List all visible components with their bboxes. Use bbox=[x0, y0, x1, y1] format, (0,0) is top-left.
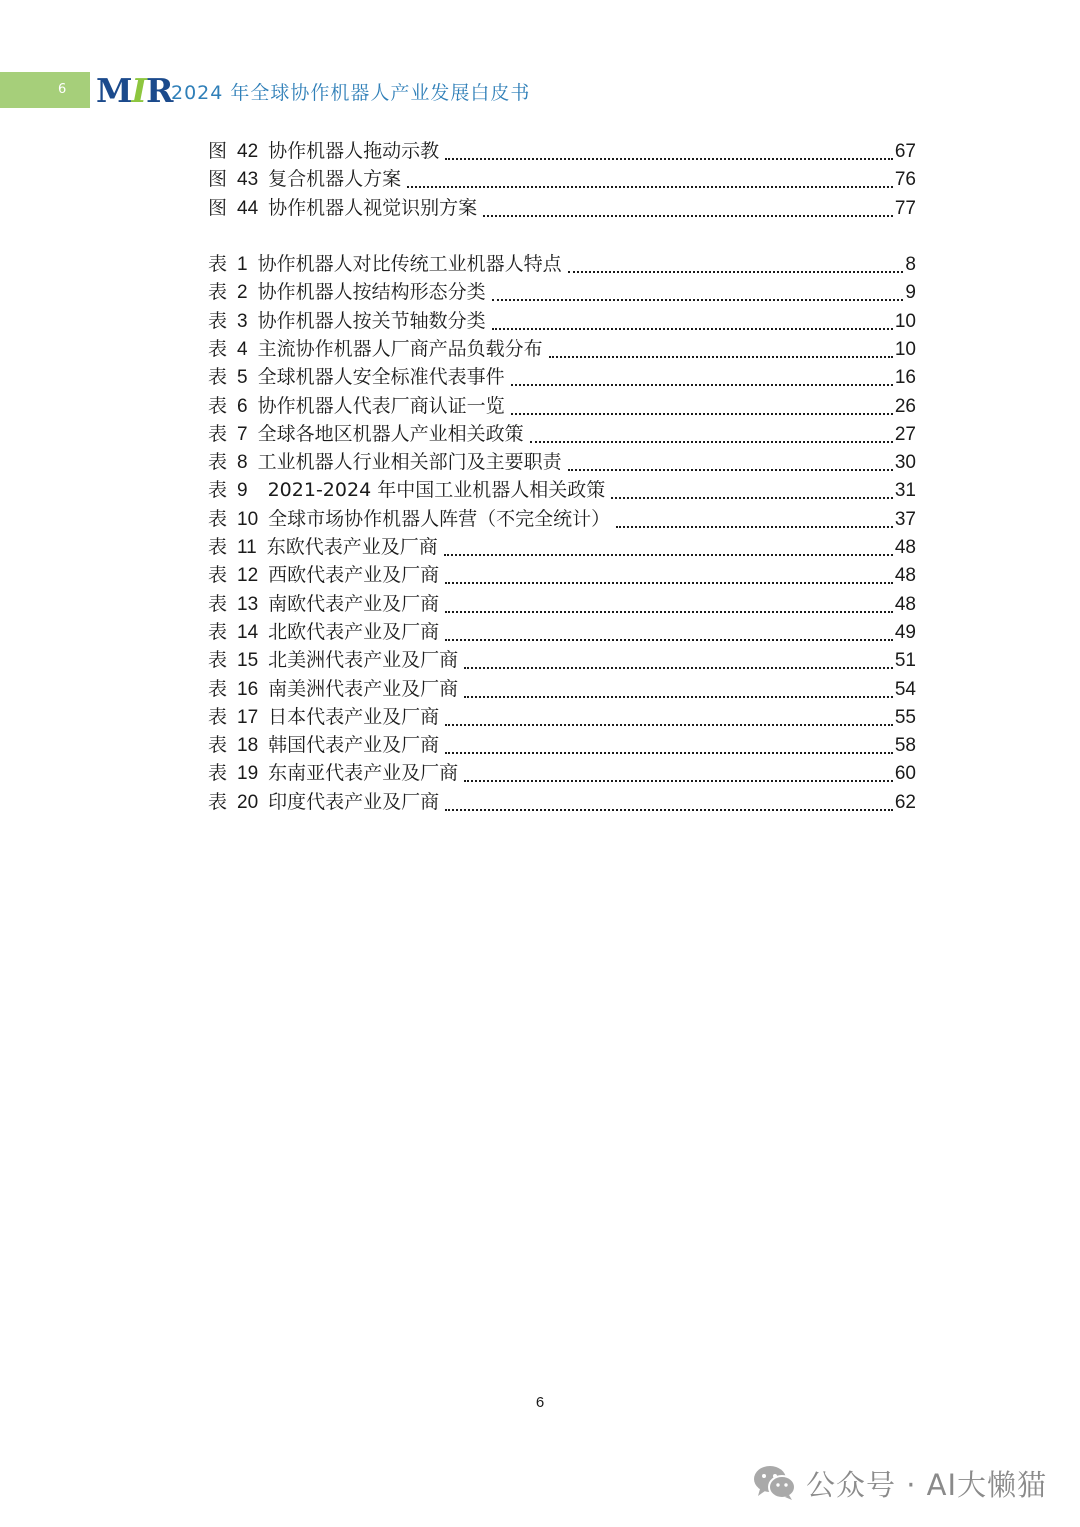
toc-entry-title: 2021-2024 年中国工业机器人相关政策 bbox=[267, 479, 606, 502]
toc-entry[interactable] bbox=[208, 505, 916, 533]
toc-entry-label bbox=[208, 421, 524, 448]
toc-entry-prefix: 表 bbox=[208, 592, 228, 615]
toc-entry-title: 北欧代表产业及厂商 bbox=[268, 620, 440, 643]
toc-entry-page: 8 bbox=[905, 254, 916, 275]
toc-entry-number: 5 bbox=[237, 367, 248, 389]
toc-entry-title: 协作机器人代表厂商认证一览 bbox=[257, 394, 505, 417]
toc-entry[interactable] bbox=[208, 194, 916, 222]
logo-letter-i: I bbox=[131, 71, 146, 110]
toc-entry-title: 工业机器人行业相关部门及主要职责 bbox=[257, 451, 562, 474]
toc-entry-number: 19 bbox=[237, 763, 259, 785]
logo-letter-r: R bbox=[145, 71, 173, 110]
toc-entry-prefix: 表 bbox=[208, 620, 228, 643]
logo-letter-m: M bbox=[96, 71, 132, 110]
toc-entry-title: 东南亚代表产业及厂商 bbox=[268, 762, 459, 785]
toc-entry-label bbox=[208, 591, 439, 618]
toc-entry-title: 协作机器人按结构形态分类 bbox=[257, 281, 486, 304]
toc-entry[interactable] bbox=[208, 731, 916, 759]
toc-entry-prefix: 表 bbox=[208, 479, 228, 502]
toc-dot-leader bbox=[464, 648, 893, 674]
toc-entry-page: 10 bbox=[894, 310, 916, 332]
toc-entry-title: 北美洲代表产业及厂商 bbox=[268, 649, 459, 672]
toc-entry-label bbox=[208, 166, 401, 193]
watermark bbox=[752, 1458, 1047, 1508]
toc-entry-prefix: 表 bbox=[208, 394, 228, 417]
toc-entry[interactable] bbox=[208, 703, 916, 731]
toc-entry-title: 全球市场协作机器人阵营（不完全统计） bbox=[268, 507, 611, 530]
toc-dot-leader bbox=[444, 535, 893, 561]
toc-entry-number: 2 bbox=[237, 282, 248, 304]
toc-entry-title: 全球各地区机器人产业相关政策 bbox=[257, 422, 524, 445]
toc-entry-number: 8 bbox=[237, 452, 248, 474]
page-header bbox=[0, 72, 1080, 110]
toc-entry-label bbox=[208, 279, 486, 306]
toc-entry-prefix: 表 bbox=[208, 422, 228, 445]
toc-entry-page: 27 bbox=[894, 423, 916, 445]
toc-entry-label bbox=[208, 336, 543, 363]
toc-dot-leader bbox=[483, 196, 893, 222]
toc-entry-number: 9 bbox=[237, 480, 248, 502]
toc-entry-page: 48 bbox=[894, 593, 916, 615]
toc-entry-page: 48 bbox=[894, 537, 916, 558]
toc-entry-prefix: 表 bbox=[208, 649, 228, 672]
toc-entry-number: 12 bbox=[237, 565, 259, 587]
toc-entry-prefix: 表 bbox=[208, 309, 228, 332]
toc-entry-number: 16 bbox=[237, 678, 259, 700]
toc-entry[interactable] bbox=[208, 363, 916, 391]
toc-entry-label bbox=[208, 534, 438, 561]
toc-entry-label bbox=[208, 562, 439, 589]
toc-entry-title: 印度代表产业及厂商 bbox=[268, 790, 440, 813]
toc-entry-page: 51 bbox=[894, 650, 916, 672]
toc-entry-title: 西欧代表产业及厂商 bbox=[268, 564, 440, 587]
toc-entry-page: 31 bbox=[894, 480, 916, 502]
toc-dot-leader bbox=[511, 394, 893, 420]
toc-dot-leader bbox=[511, 365, 893, 391]
toc-dot-leader bbox=[445, 563, 893, 589]
toc-dot-leader bbox=[616, 507, 893, 533]
toc-dot-leader bbox=[492, 280, 904, 306]
toc-entry-page: 60 bbox=[894, 763, 916, 785]
page-number: 6 bbox=[535, 1394, 545, 1411]
toc-entry-prefix: 图 bbox=[208, 140, 228, 162]
toc-entry-prefix: 表 bbox=[208, 762, 228, 785]
toc-entry-title: 南欧代表产业及厂商 bbox=[268, 592, 440, 615]
document-title: 2024 年全球协作机器人产业发展白皮书 bbox=[171, 82, 531, 104]
toc-entry-label bbox=[208, 704, 439, 731]
toc-entry-page: 16 bbox=[894, 367, 916, 389]
toc-entry-title: 东欧代表产业及厂商 bbox=[266, 536, 438, 558]
toc-entry-prefix: 表 bbox=[208, 705, 228, 728]
toc-entry-prefix: 表 bbox=[208, 677, 228, 700]
toc-entry-number: 44 bbox=[237, 197, 259, 219]
toc-entry-title: 韩国代表产业及厂商 bbox=[268, 734, 440, 757]
header-page-tab: 6 bbox=[0, 72, 90, 108]
toc-entry[interactable] bbox=[208, 561, 916, 589]
toc-entry[interactable] bbox=[208, 476, 916, 504]
toc-entry[interactable] bbox=[208, 278, 916, 306]
toc-dot-leader bbox=[445, 592, 893, 618]
toc-entry-number: 1 bbox=[237, 254, 248, 275]
toc-entry-label bbox=[208, 619, 439, 646]
toc-entry[interactable] bbox=[208, 788, 916, 816]
toc-entry-label bbox=[208, 195, 477, 222]
toc-entry[interactable] bbox=[208, 165, 916, 193]
toc-entry-title: 协作机器人对比传统工业机器人特点 bbox=[257, 253, 562, 275]
toc-entry-label bbox=[208, 647, 458, 674]
toc-entry-page: 37 bbox=[894, 508, 916, 530]
toc-entry-number: 42 bbox=[237, 141, 259, 162]
toc-entry[interactable] bbox=[208, 675, 916, 703]
toc-entry-title: 日本代表产业及厂商 bbox=[268, 705, 440, 728]
toc-entry-page: 58 bbox=[894, 735, 916, 757]
toc-entry-prefix: 表 bbox=[208, 790, 228, 813]
toc-entry-title: 南美洲代表产业及厂商 bbox=[268, 677, 459, 700]
toc-entry-page: 30 bbox=[894, 452, 916, 474]
toc-entry-label bbox=[208, 506, 610, 533]
toc-entry-number: 18 bbox=[237, 735, 259, 757]
toc-entry-prefix: 表 bbox=[208, 507, 228, 530]
toc-entry[interactable] bbox=[208, 307, 916, 335]
toc-entry-number: 10 bbox=[237, 508, 259, 530]
toc-entry-page: 26 bbox=[894, 395, 916, 417]
toc-dot-leader bbox=[445, 733, 893, 759]
toc-entry-page: 62 bbox=[894, 791, 916, 813]
toc-entry-label bbox=[208, 760, 458, 787]
toc-dot-leader bbox=[445, 790, 893, 816]
toc-dot-leader bbox=[492, 309, 893, 335]
toc-entry-number: 11 bbox=[237, 537, 257, 558]
toc-entry-number: 14 bbox=[237, 621, 259, 643]
toc-entry-number: 7 bbox=[237, 423, 248, 445]
toc-entry-prefix: 图 bbox=[208, 196, 228, 219]
toc-entry-page: 55 bbox=[894, 706, 916, 728]
toc-entry-label bbox=[208, 789, 439, 816]
toc-entry[interactable] bbox=[208, 448, 916, 476]
toc-entry[interactable] bbox=[208, 137, 916, 165]
toc-entry-title: 主流协作机器人厂商产品负载分布 bbox=[257, 337, 543, 360]
toc-entry-label bbox=[208, 393, 505, 420]
toc-entry-page: 10 bbox=[894, 338, 916, 360]
toc-entry-title: 协作机器人视觉识别方案 bbox=[268, 196, 478, 219]
toc-entry-prefix: 表 bbox=[208, 337, 228, 360]
toc-dot-leader bbox=[464, 677, 893, 703]
toc-entry-label bbox=[208, 364, 505, 391]
toc-entry-page: 67 bbox=[894, 141, 916, 162]
toc-entry-page: 49 bbox=[894, 621, 916, 643]
toc-entry-number: 17 bbox=[237, 706, 259, 728]
toc-entry-number: 4 bbox=[237, 338, 248, 360]
toc-entry-prefix: 图 bbox=[208, 168, 228, 191]
toc-entry-title: 协作机器人拖动示教 bbox=[268, 140, 440, 162]
toc-entry-label bbox=[208, 251, 562, 278]
toc-entry-number: 3 bbox=[237, 310, 248, 332]
toc-dot-leader bbox=[464, 761, 893, 787]
toc-entry[interactable] bbox=[208, 759, 916, 787]
toc-entry-page: 9 bbox=[905, 282, 916, 304]
toc-dot-leader bbox=[445, 620, 893, 646]
toc-dot-leader bbox=[549, 337, 893, 363]
toc-entry-number: 15 bbox=[237, 650, 259, 672]
toc-entry-prefix: 表 bbox=[208, 536, 228, 558]
watermark-text: 公众号 · AI大懒猫 bbox=[806, 1467, 1048, 1502]
toc-entry-page: 77 bbox=[894, 197, 916, 219]
toc-entry[interactable] bbox=[208, 533, 916, 561]
toc-entry-prefix: 表 bbox=[208, 253, 228, 275]
toc-entry-page: 54 bbox=[894, 678, 916, 700]
toc-entry-prefix: 表 bbox=[208, 451, 228, 474]
toc-entry[interactable] bbox=[208, 392, 916, 420]
toc-entry[interactable] bbox=[208, 618, 916, 646]
toc-entry[interactable] bbox=[208, 250, 916, 278]
toc-entry-prefix: 表 bbox=[208, 366, 228, 389]
toc-entry-title: 全球机器人安全标准代表事件 bbox=[257, 366, 505, 389]
toc-entry-title: 复合机器人方案 bbox=[268, 168, 402, 191]
toc-entry-number: 43 bbox=[237, 169, 259, 191]
toc-entry-number: 20 bbox=[237, 791, 259, 813]
toc-dot-leader bbox=[445, 705, 893, 731]
toc-entry-label bbox=[208, 138, 439, 165]
toc-entry-prefix: 表 bbox=[208, 734, 228, 757]
toc-dot-leader bbox=[530, 422, 893, 448]
toc-entry-number: 13 bbox=[237, 593, 259, 615]
toc-entry-number: 6 bbox=[237, 395, 248, 417]
toc-entry-label bbox=[208, 477, 605, 504]
toc-entry-label bbox=[208, 732, 439, 759]
mir-logo bbox=[96, 72, 172, 110]
toc-dot-leader bbox=[568, 252, 904, 278]
toc-entry-label bbox=[208, 676, 458, 703]
toc-dot-leader bbox=[611, 478, 893, 504]
toc-entry-label bbox=[208, 308, 486, 335]
toc-dot-leader bbox=[568, 450, 893, 476]
toc-entry-title: 协作机器人按关节轴数分类 bbox=[257, 309, 486, 332]
toc-dot-leader bbox=[407, 167, 893, 193]
toc-entry[interactable] bbox=[208, 420, 916, 448]
toc-entry-label bbox=[208, 449, 562, 476]
toc-entry-page: 76 bbox=[894, 169, 916, 191]
toc-entry-page: 48 bbox=[894, 565, 916, 587]
toc-entry-prefix: 表 bbox=[208, 564, 228, 587]
toc-dot-leader bbox=[445, 139, 893, 165]
wechat-icon bbox=[752, 1464, 798, 1502]
toc-entry-prefix: 表 bbox=[208, 281, 228, 304]
toc-entry[interactable] bbox=[208, 646, 916, 674]
toc-entry[interactable] bbox=[208, 590, 916, 618]
toc-entry[interactable] bbox=[208, 335, 916, 363]
